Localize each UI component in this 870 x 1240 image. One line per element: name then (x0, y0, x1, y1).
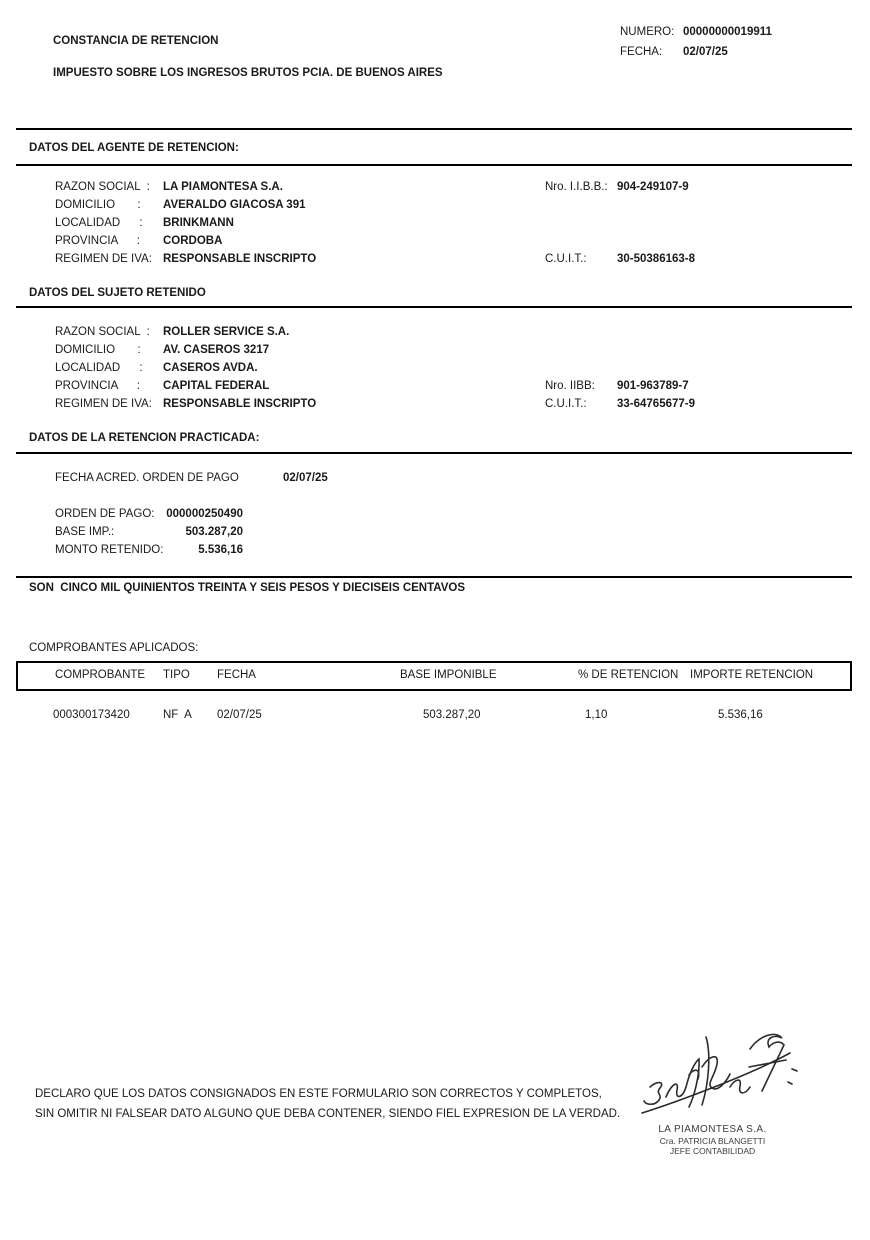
field-label: RAZON SOCIAL : (55, 181, 150, 193)
cell-comprobante: 000300173420 (53, 709, 130, 721)
field-value: CAPITAL FEDERAL (163, 380, 270, 392)
cell-fecha: 02/07/25 (217, 709, 262, 721)
field-value: 901-963789-7 (617, 380, 689, 392)
column-header: BASE IMPONIBLE (400, 669, 497, 681)
signature-scrawl (632, 1025, 822, 1130)
field-label: DOMICILIO : (55, 199, 141, 211)
field-label: ORDEN DE PAGO: (55, 508, 155, 520)
field-label: PROVINCIA : (55, 380, 140, 392)
page-title: CONSTANCIA DE RETENCION (53, 35, 219, 47)
field-value: LA PIAMONTESA S.A. (163, 181, 283, 193)
divider (16, 576, 852, 578)
field-label: REGIMEN DE IVA: (55, 253, 152, 265)
field-label: C.U.I.T.: (545, 253, 587, 265)
page-subtitle: IMPUESTO SOBRE LOS INGRESOS BRUTOS PCIA. DE BUENOS AIRES (53, 67, 443, 79)
section-heading-sujeto: DATOS DEL SUJETO RETENIDO (29, 287, 206, 299)
signature-name: Cra. PATRICIA BLANGETTI (659, 1136, 766, 1146)
divider (16, 164, 852, 166)
field-label: MONTO RETENIDO: (55, 544, 164, 556)
numero-value: 00000000019911 (683, 26, 772, 38)
field-label: DOMICILIO : (55, 344, 141, 356)
field-label: LOCALIDAD : (55, 217, 143, 229)
fecha-value: 02/07/25 (683, 46, 728, 58)
field-label: C.U.I.T.: (545, 398, 587, 410)
field-value: AV. CASEROS 3217 (163, 344, 270, 356)
fecha-label: FECHA: (620, 46, 663, 58)
cell-porcentaje-retencion: 1,10 (585, 709, 608, 721)
field-label: REGIMEN DE IVA: (55, 398, 152, 410)
field-value: 30-50386163-8 (617, 253, 696, 265)
declaration-line-2: SIN OMITIR NI FALSEAR DATO ALGUNO QUE DEBA CONTENER, SIENDO FIEL EXPRESION DE LA VERDAD. (35, 1108, 621, 1120)
field-value: 5.536,16 (198, 544, 243, 556)
cell-base-imponible: 503.287,20 (423, 709, 481, 721)
field-label: Nro. I.I.B.B.: (545, 181, 608, 193)
field-label: LOCALIDAD : (55, 362, 143, 374)
field-value: AVERALDO GIACOSA 391 (163, 199, 306, 211)
field-label: RAZON SOCIAL : (55, 326, 150, 338)
field-value: CORDOBA (163, 235, 223, 247)
cell-tipo: NF A (163, 709, 192, 721)
field-value: ROLLER SERVICE S.A. (163, 326, 290, 338)
signature-role: JEFE CONTABILIDAD (669, 1146, 756, 1156)
section-heading-agente: DATOS DEL AGENTE DE RETENCION: (29, 142, 239, 154)
field-value: CASEROS AVDA. (163, 362, 258, 374)
column-header: COMPROBANTE (55, 669, 146, 681)
field-label: PROVINCIA : (55, 235, 140, 247)
cell-importe-retencion: 5.536,16 (718, 709, 763, 721)
field-value: BRINKMANN (163, 217, 234, 229)
divider (16, 128, 852, 130)
divider (16, 306, 852, 308)
field-value: RESPONSABLE INSCRIPTO (163, 398, 317, 410)
signature-company: LA PIAMONTESA S.A. (658, 1124, 767, 1135)
field-value: 02/07/25 (283, 472, 328, 484)
section-heading-retencion: DATOS DE LA RETENCION PRACTICADA: (29, 432, 260, 444)
field-value: 904-249107-9 (617, 181, 689, 193)
numero-label: NUMERO: (620, 26, 675, 38)
field-label: BASE IMP.: (55, 526, 115, 538)
column-header: IMPORTE RETENCION (690, 669, 814, 681)
divider (16, 452, 852, 454)
column-header: FECHA (217, 669, 256, 681)
field-value: 000000250490 (166, 508, 243, 520)
amount-in-words: SON CINCO MIL QUINIENTOS TREINTA Y SEIS PESOS Y DIECISEIS CENTAVOS (29, 582, 466, 594)
field-label: FECHA ACRED. ORDEN DE PAGO (55, 472, 239, 484)
declaration-line-1: DECLARO QUE LOS DATOS CONSIGNADOS EN ESTE FORMULARIO SON CORRECTOS Y COMPLETOS, (35, 1088, 602, 1100)
column-header: % DE RETENCION (578, 669, 679, 681)
column-header: TIPO (163, 669, 190, 681)
field-value: RESPONSABLE INSCRIPTO (163, 253, 317, 265)
field-label: Nro. IIBB: (545, 380, 595, 392)
field-value: 503.287,20 (185, 526, 243, 538)
comprobantes-heading: COMPROBANTES APLICADOS: (29, 642, 199, 654)
field-value: 33-64765677-9 (617, 398, 696, 410)
